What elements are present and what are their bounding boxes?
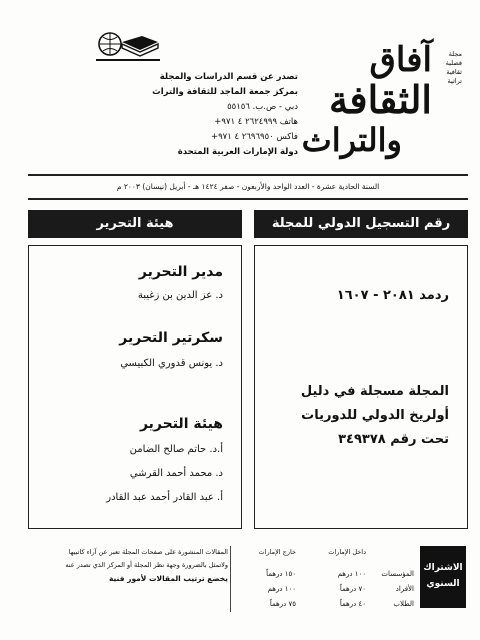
publisher-line: دبي - ص.ب. ٥٥١٥٦: [227, 102, 298, 112]
editor-name: أ.د. حاتم صالح الضامن: [129, 444, 223, 455]
journal-tagline: [434, 50, 462, 86]
price-outside: ٧٥ درهماً: [269, 600, 296, 608]
editor-name: د. عز الدين بن زغيبة: [137, 290, 223, 301]
tagline-word: مجلة: [448, 50, 462, 58]
disclaimer-line: يخضع ترتيب المقالات لأمور فنية: [108, 574, 228, 583]
column-header-outside: خارج الإمارات: [258, 548, 296, 556]
publisher-info: [58, 70, 298, 160]
publisher-line: تصدر عن قسم الدراسات والمجلة: [159, 72, 298, 82]
disclaimer-line: ولاتمثل بالضرورة وجهة نظر المجلة أو المركز الذي تصدر عنه: [65, 561, 228, 569]
publisher-line: بمركز جمعة الماجد للثقافة والتراث: [152, 87, 298, 97]
divider: [230, 546, 231, 612]
price-outside: ١٠٠ درهم: [267, 585, 296, 593]
book-globe-logo-icon: [92, 30, 162, 64]
subscription-table: [234, 548, 414, 614]
editorial-board-box: [28, 245, 242, 529]
registration-line: المجلة مسجلة في دليل: [300, 384, 449, 399]
title-line-2: الثقافة: [329, 77, 432, 122]
tagline-word: تراثية: [447, 77, 462, 85]
title-line-1: آفاق: [369, 40, 432, 80]
title-line-3: والتراث: [301, 121, 402, 159]
tagline-word: فصلية: [445, 59, 462, 67]
annual-subscription-badge: الاشتراك السنوي: [420, 546, 466, 608]
editor-name: د. محمد أحمد القرشي: [129, 468, 223, 479]
issn-number: ردمد ٢٠٨١ - ١٦٠٧: [336, 288, 449, 303]
price-inside: ٧٠ درهماً: [339, 585, 366, 593]
registration-line: تحت رقم ٣٤٩٣٧٨: [338, 432, 449, 447]
price-inside: ١٠٠ درهم: [337, 570, 366, 578]
price-inside: ٤٠ درهماً: [339, 600, 366, 608]
registration-box: [254, 245, 468, 529]
journal-title: [292, 40, 462, 165]
column-header-inside: داخل الإمارات: [328, 548, 366, 556]
publisher-line: دولة الإمارات العربية المتحدة: [177, 147, 298, 157]
editor-name: د. يونس قدوري الكبيسي: [120, 358, 223, 369]
subscriber-type: الطلاب: [393, 600, 414, 608]
registration-header: رقم التسجيل الدولي للمجلة: [254, 210, 468, 238]
subscriber-type: الأفراد: [395, 585, 414, 593]
footer-section: [28, 542, 468, 620]
disclaimer-line: المقالات المنشورة على صفحات المجلة تعبر عن آراء كاتبيها: [68, 548, 228, 556]
disclaimer: [28, 546, 228, 585]
issue-info-bar: السنة الحادية عشرة - العدد الواحد والأربعون - صفر ١٤٢٤ هـ - أبريل (نيسان) ٢٠٠٣ م: [28, 174, 468, 200]
editor-name: أ. عبد القادر أحمد عبد القادر: [106, 492, 223, 503]
tagline-word: ثقافية: [446, 68, 462, 76]
publisher-line: فاكس ٢٦٩٦٩٥٠ ٤ ٩٧١+: [210, 132, 298, 142]
role-title: مدير التحرير: [138, 264, 223, 280]
role-title: هيئة التحرير: [139, 416, 223, 432]
publisher-line: هاتف ٢٦٢٤٩٩٩ ٤ ٩٧١+: [214, 117, 298, 127]
role-title: سكرتير التحرير: [119, 330, 223, 346]
editorial-board-header: هيئة التحرير: [28, 210, 242, 238]
registration-line: أولريخ الدولي للدوريات: [301, 408, 449, 423]
subscriber-type: المؤسسات: [381, 570, 414, 578]
price-outside: ١٥٠ درهماً: [266, 570, 296, 578]
